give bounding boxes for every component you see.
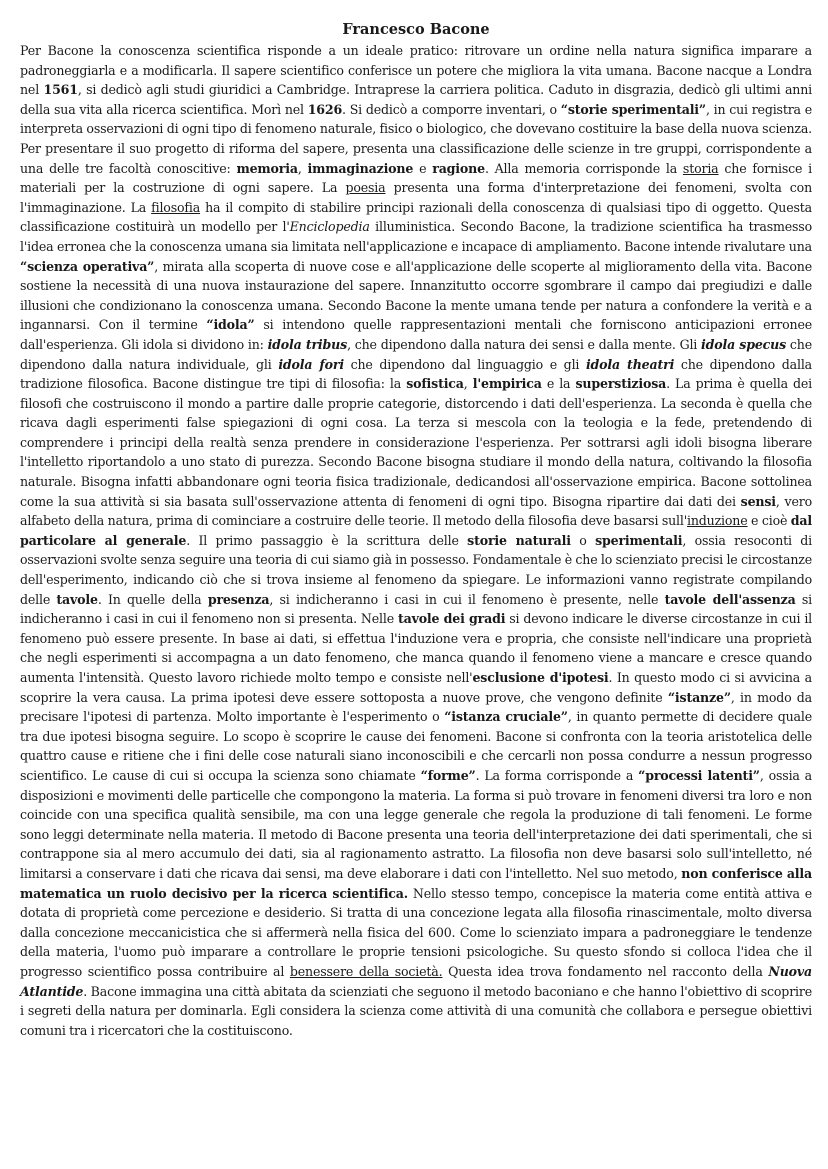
bold-italic-wrapper — [586, 357, 674, 372]
text-run: che dipendono dalla tradizione filosofica. Bacone distingue tre tipi di filosofia: la — [20, 356, 812, 392]
bold-text: “storie sperimentali” — [560, 101, 706, 117]
text-run: , in cui registra e interpreta osservazioni di ogni tipo di fenomeno naturale, fisico o biologico, che dovevano costituire la base della nuova scienza. Per presentare il suo progetto di riforma del sapere, presenta una classificazione delle scienze in tre gruppi, corrispondente a una delle tre facoltà conoscitive: — [20, 101, 812, 176]
text-run: . La prima è quella dei filosofi che costruiscono il mondo a partire dalle proprie categorie, distorcendo i dati dell'esperienza. La seconda è quella che ricava dagli esperimenti false spiegazioni di ogni cosa. La terza si mescola con la teologia e la fede, pretendendo di comprendere i principi della realtà senza prendere in considerazione l'esperienza. Per sottrarsi agli idoli bisogna liberare l'intelletto riportandolo a uno stato di purezza. Secondo Bacone bisogna studiare il mondo della natura, coltivando la filosofia naturale. Bisogna infatti abbandonare ogni teoria fisica tradizionale, dedicandosi all'osservazione empirica. Bacone sottolinea come la sua attività si sia basata sull'osservazione attenta di fenomeni di ogni tipo. Bisogna ripartire dai dati dei — [20, 376, 813, 509]
text-run: . Alla memoria corrisponde la — [484, 160, 683, 176]
text-run: e cioè — [747, 513, 791, 529]
bold-text: immaginazione — [307, 160, 414, 176]
text-run: , si indicheranno i casi in cui il fenomeno è presente, nelle — [269, 591, 665, 607]
text-run: si intendono quelle rappresentazioni mentali che forniscono anticipazioni erronee dall'esperienza. Gli idola si dividono in: — [20, 317, 812, 352]
bold-text: ragione — [432, 160, 485, 176]
bold-text: l'empirica — [472, 376, 542, 392]
bold-text: 1561 — [43, 82, 78, 98]
bold-text: sensi — [740, 493, 776, 509]
bold-text: memoria — [236, 160, 298, 176]
bold-text: tavole dell'assenza — [664, 591, 796, 607]
bold-italic-text: idola tribus — [267, 336, 348, 352]
bold-italic-wrapper — [278, 357, 344, 372]
text-run: . Si dedicò a comporre inventari, o — [342, 101, 561, 117]
bold-italic-wrapper — [701, 337, 786, 352]
bold-text: “processi latenti” — [638, 767, 760, 783]
bold-text: “forme” — [420, 767, 476, 783]
document-body — [20, 41, 812, 1040]
bold-italic-wrapper — [268, 337, 348, 352]
text-run: . Bacone immagina una città abitata da scienziati che seguono il metodo baconiano e che hanno l'obiettivo di scoprire i segreti della natura per dominarla. Egli considera la scienza come attività di una comunità che collabora e persegue obiettivi comuni tra i ricercatori che la costituiscono. — [20, 983, 812, 1038]
bold-text: “scienza operativa” — [20, 258, 155, 274]
text-run: , si dedicò agli studi giuridici a Cambridge. Intraprese la carriera politica. Caduto in disgrazia, dedicò gli ultimi anni della sua vita alla ricerca scientifica. Morì nel — [20, 82, 812, 117]
bold-text: “istanza cruciale” — [444, 709, 568, 725]
underlined-text: storia — [682, 160, 719, 176]
bold-text: esclusione d'ipotesi — [472, 670, 609, 685]
bold-italic-text: idola fori — [278, 356, 344, 372]
text-run: , che dipendono dalla natura dei sensi e dalla mente. Gli — [347, 336, 702, 352]
text-run: . In questo modo ci si avvicina a scoprire la vera causa. La prima ipotesi deve essere sottoposta a nuove prove, che vengono definite — [20, 670, 812, 705]
bold-text: non conferisce alla matematica un ruolo decisivo per la ricerca scientifica. — [20, 865, 812, 901]
text-run: o — [570, 532, 596, 548]
bold-text: “istanze” — [667, 689, 731, 705]
text-run: e la — [541, 376, 576, 392]
text-run: che dipendono dal linguaggio e gli — [343, 356, 586, 372]
text-run: , — [463, 376, 473, 392]
italic-text: Enciclopedia — [289, 219, 370, 235]
text-run: Questa idea trova fondamento nel racconto della — [442, 963, 769, 979]
underlined-text: filosofia — [151, 199, 201, 215]
bold-text: sperimentali — [595, 532, 683, 548]
text-run: che fornisce i materiali per la costruzione di ogni sapere. La — [20, 160, 812, 196]
text-run: che dipendono dalla natura individuale, gli — [20, 336, 812, 372]
bold-italic-text: idola specus — [701, 336, 787, 352]
bold-text: 1626 — [307, 101, 343, 117]
underlined-text: benessere della società. — [289, 963, 443, 979]
text-run: , in quanto permette di decidere quale tra due ipotesi bisogna seguire. Lo scopo è scoprire le cause dei fenomeni. Bacone si confronta con la teoria aristotelica delle quattro cause e ritiene che i fini delle cose naturali siano inconoscibili e che cercarli non possa condurre a nessun progresso scientifico. Le cause di cui si occupa la scienza sono chiamate — [20, 709, 813, 783]
bold-italic-text: idola theatri — [585, 356, 675, 372]
bold-text: “idola” — [206, 317, 255, 333]
bold-text: dal particolare al generale — [20, 513, 812, 548]
text-run: ha il compito di stabilire principi razionali della conoscenza di qualsiasi tipo di oggetto. Questa classificazione costituirà un modello per l' — [20, 199, 812, 235]
bold-text: sofistica — [406, 376, 464, 392]
underlined-text: poesia — [345, 180, 386, 196]
text-run: , ossia resoconti di osservazioni svolte senza seguire una teoria di cui siamo già in possesso. Fondamentale è che lo scienziato precisi le circostanze dell'esperimento, indicando ciò che si trova insieme al fenomeno da spiegare. Le informazioni vanno registrate compilando delle — [20, 532, 813, 607]
text-run: si indicheranno i casi in cui il fenomeno non si presenta. Nelle — [20, 591, 813, 627]
text-run: . La forma corrisponde a — [475, 767, 639, 783]
text-run: , — [297, 160, 308, 176]
text-run: , mirata alla scoperta di nuove cose e all'applicazione delle scoperte al miglioramento della vita. Bacone sostiene la necessità di una nuova instaurazione del sapere. Innanzitutto occorre sgombrare il campo dai pregiudizi e dalle illusioni che condizionano la conoscenza umana. Secondo Bacone la mente umana tende per natura a confondere la verità e a ingannarsi. Con il termine — [20, 258, 813, 333]
text-run: , ossia a disposizioni e movimenti delle particelle che compongono la materia. La forma si può trovare in fenomeni diversi tra loro e non coincide con una specifica qualità sensibile, ma con una legge generale che regola la produzione di tali fenomeni. Le forme sono leggi determinate nella materia. Il metodo di Bacone presenta una teoria dell'interpretazione dei dati sperimentali, che si contrappone sia al mero accumulo dei dati, sia al ragionamento astratto. La filosofia non deve basarsi solo sull'intelletto, né limitarsi a conservare i dati che ricava dai sensi, ma deve elaborare i dati con l'intelletto. Nel suo metodo, — [20, 767, 813, 881]
text-run: si devono indicare le diverse circostanze in cui il fenomeno può essere presente. In base ai dati, si effettua l'induzione vera e propria, che consiste nell'indicare una proprietà che negli esperimenti si accompagna a un dato fenomeno, che manca quando il fenomeno viene a mancare e cresce quando aumenta l'intensità. Questo lavoro richiede molto tempo e consiste nell' — [20, 611, 813, 685]
bold-italic-text: Nuova Atlantide — [20, 963, 813, 999]
text-run: , in modo da precisare l'ipotesi di partenza. Molto importante è l'esperimento o — [20, 689, 813, 725]
bold-text: tavole — [56, 591, 98, 607]
bold-text: presenza — [207, 591, 270, 607]
text-run: . Il primo passaggio è la scrittura delle — [186, 532, 468, 548]
text-run: presenta una forma d'interpretazione dei fenomeni, svolta con l'immaginazione. La — [20, 180, 812, 215]
text-run: . In quelle della — [97, 591, 208, 607]
bold-text: tavole dei gradi — [397, 611, 506, 627]
text-run: e — [413, 160, 433, 176]
underlined-text: induzione — [687, 513, 748, 529]
bold-text: superstiziosa — [575, 376, 667, 392]
text-run: Per Bacone la conoscenza scientifica risponde a un ideale pratico: ritrovare un ordine nella natura significa imparare a padroneggiarla e a modificarla. Il sapere scientifico conferisce un potere che migliora la vita umana. Bacone nacque a Londra nel — [20, 43, 812, 98]
document-title: Francesco Bacone — [342, 21, 490, 38]
text-run: illuministica. Secondo Bacone, la tradizione scientifica ha trasmesso l'idea erronea che la conoscenza umana sia limitata nell'applicazione e incapace di ampliamento. Bacone intende rivalutare una — [20, 219, 812, 254]
text-run: Nello stesso tempo, concepisce la materia come entità attiva e dotata di proprietà come percezione e desiderio. Si tratta di una concezione legata alla filosofia rinascimentale, molto diversa dalla concezione meccanicistica che si affermerà nella fisica del 600. Come lo scienziato impara a padroneggiare le tendenze della materia, l'uomo può imparare a controllare le proprie tensioni psicologiche. Su questo sfondo si colloca l'idea che il progresso scientifico possa contribuire al — [20, 885, 813, 979]
bold-text: storie naturali — [467, 532, 571, 548]
text-run: , vero alfabeto della natura, prima di cominciare a costruire delle teorie. Il metodo della filosofia deve basarsi sull' — [20, 493, 812, 529]
